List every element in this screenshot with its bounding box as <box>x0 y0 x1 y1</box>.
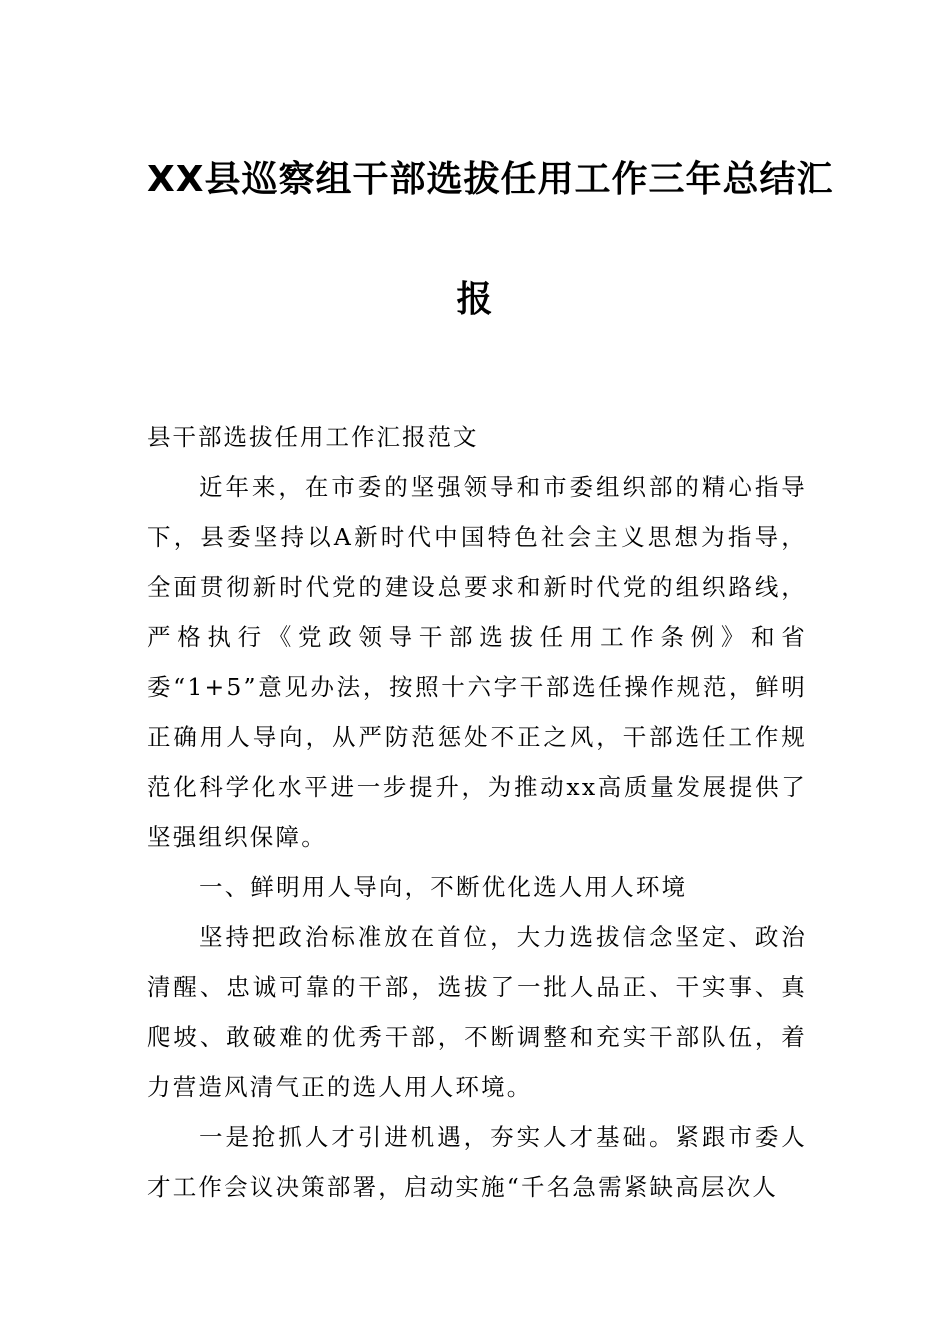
paragraph-section-1: 坚持把政治标准放在首位，大力选拔信念坚定、政治清醒、忠诚可靠的干部，选拔了一批人品正、干实事、真爬坡、敢破难的优秀干部，不断调整和充实干部队伍，着力营造风清气正的选人用人环境。 <box>147 923 807 1101</box>
document-title-line-1: XX县巡察组干部选拔任用工作三年总结汇 <box>147 159 834 200</box>
paragraph-intro: 近年来，在市委的坚强领导和市委组织部的精心指导下，县委坚持以A新时代中国特色社会主义思想为指导，全面贯彻新时代党的建设总要求和新时代党的组织路线，严格执行《党政领导干部选拔任用工作条例》和省委“1+5”意见办法，按照十六字干部选任操作规范，鲜明正确用人导向，从严防范惩处不正之风，干部选任工作规范化科学化水平进一步提升，为推动xx高质量发展提供了坚强组织保障。 <box>147 473 807 851</box>
paragraph-point-1: 一是抢抓人才引进机遇，夯实人才基础。紧跟市委人才工作会议决策部署，启动实施“千名急需紧缺高层次人 <box>147 1123 807 1201</box>
document-title-line-2: 报 <box>456 279 494 320</box>
section-heading-1: 一、鲜明用人导向，不断优化选人用人环境 <box>199 873 688 901</box>
document-subtitle: 县干部选拔任用工作汇报范文 <box>147 423 479 451</box>
document-body <box>147 412 807 1212</box>
